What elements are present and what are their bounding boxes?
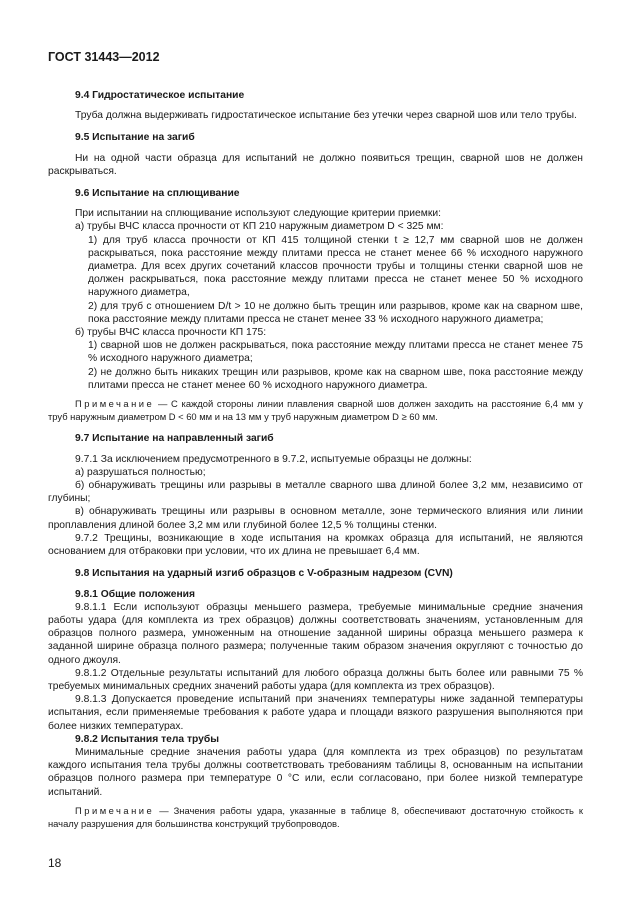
section-9-8-2-title: 9.8.2 Испытания тела трубы bbox=[75, 733, 220, 745]
note-text: — С каждой стороны линии плавления сварной шов должен заходить на расстояние 6,4 мм у труб наружным диаметром D < 60 мм и на 13 мм у труб наружным диаметром D ≥ 60 мм. bbox=[48, 398, 583, 423]
note-text: — Значения работы удара, указанные в таблице 8, обеспечивают достаточную стойкость к началу разрушения для большинства конструкций трубопроводов. bbox=[48, 804, 583, 829]
section-9-6-title: 9.6 Испытание на сплющивание bbox=[75, 188, 240, 200]
section-9-4-text: Труба должна выдерживать гидростатическое испытание без утечки через сварной шов или тело трубы. bbox=[75, 110, 577, 122]
section-9-7-2: 9.7.2 Трещины, возникающие в ходе испытания на кромках образца для испытаний, не являются основанием для отбраковки при условии, что их длина не превышает 6,4 мм. bbox=[48, 532, 583, 558]
section-9-6-item-b: б) трубы ВЧС класса прочности КП 175: bbox=[75, 327, 267, 339]
section-9-7-1-c: в) обнаруживать трещины или разрывы в основном металле, зоне термического влияния или линии проплавления длиной более 3,2 мм или глубиной более 12,5 % толщины стенки. bbox=[48, 506, 583, 531]
section-9-6-note bbox=[48, 397, 583, 423]
document-body bbox=[48, 80, 583, 830]
page-number: 18 bbox=[48, 856, 62, 870]
section-9-8-1-title: 9.8.1 Общие положения bbox=[75, 588, 195, 600]
section-9-7-1: 9.7.1 За исключением предусмотренного в 9.7.2, испытуемые образцы не должны: bbox=[75, 453, 472, 465]
section-9-6-item-a2: 2) для труб с отношением D/t > 10 не должно быть трещин или разрывов, кроме как на сварном шве, пока расстояние между плитами пресса не станет менее 33 % исходного наружного диаметра; bbox=[88, 300, 583, 325]
section-9-7-1-a: а) разрушаться полностью; bbox=[75, 466, 206, 478]
section-9-6-intro: При испытании на сплющивание используют следующие критерии приемки: bbox=[75, 208, 441, 220]
section-9-8-2-note bbox=[48, 804, 583, 830]
section-9-6-item-a: а) трубы ВЧС класса прочности от КП 210 наружным диаметром D < 325 мм: bbox=[75, 221, 444, 233]
section-9-7-1-b: б) обнаруживать трещины или разрывы в металле сварного шва длиной более 3,2 мм, независимо от глубины; bbox=[48, 480, 583, 505]
section-9-8-1-3: 9.8.1.3 Допускается проведение испытаний при значениях температуры ниже заданной температуры испытания, если применяемые требования к работе удара и площади вязкого разрушения выполняются при более низких температурах. bbox=[48, 694, 583, 732]
section-9-6-item-a1: 1) для труб класса прочности от КП 415 толщиной стенки t ≥ 12,7 мм сварной шов не должен раскрываться, пока расстояние между плитами пресса не станет менее 66 % исходного наружного диаметра. Для всех других сочетаний классов прочности трубы и толщины стенки сварной шов не должен раскрываться, пока расстояние между плитами пресса не станет менее 50 % исходного наружного диаметра, bbox=[88, 234, 583, 299]
section-9-8-title: 9.8 Испытания на ударный изгиб образцов с V-образным надрезом (CVN) bbox=[75, 568, 453, 580]
section-9-5-text: Ни на одной части образца для испытаний не должно появиться трещин, сварной шов не должен раскрываться. bbox=[48, 152, 583, 177]
section-9-8-1-2: 9.8.1.2 Отдельные результаты испытаний для любого образца должны быть более или равными 75 % требуемых минимальных средних значений работы удара (для комплекта из трех образцов). bbox=[48, 667, 583, 692]
section-9-6-item-b1: 1) сварной шов не должен раскрываться, пока расстояние между плитами пресса не станет менее 75 % исходного наружного диаметра; bbox=[88, 340, 583, 365]
section-9-8-1-1: 9.8.1.1 Если используют образцы меньшего размера, требуемые минимальные средние значения работы удара (для комплекта из трех образцов) должны соответствовать значениям, установленным для образцов полного размера, умноженным на отношение заданной ширины образца меньшего размера к заданной ширине образца полного размера; полученные таким образом значения округляют с точностью до одного джоуля. bbox=[48, 601, 583, 666]
note-label: Примечание bbox=[75, 398, 155, 410]
section-9-4-title: 9.4 Гидростатическое испытание bbox=[75, 90, 245, 101]
section-9-8-2-text: Минимальные средние значения работы удара (для комплекта из трех образцов) по результатам каждого испытания тела трубы должны соответствовать требованиям таблицы 8, основанным на испытании образцов полного размера при температуре 0 °C или, если согласовано, при более низкой температуре испытаний. bbox=[48, 746, 583, 798]
section-9-5-title: 9.5 Испытание на загиб bbox=[75, 132, 195, 144]
note-label: Примечание bbox=[75, 804, 155, 816]
document-header: ГОСТ 31443—2012 bbox=[48, 50, 160, 64]
section-9-6-item-b2: 2) не должно быть никаких трещин или разрывов, кроме как на сварном шве, пока расстояние между плитами пресса не станет менее 60 % исходного наружного диаметра. bbox=[88, 366, 583, 391]
section-9-7-title: 9.7 Испытание на направленный загиб bbox=[75, 433, 274, 445]
